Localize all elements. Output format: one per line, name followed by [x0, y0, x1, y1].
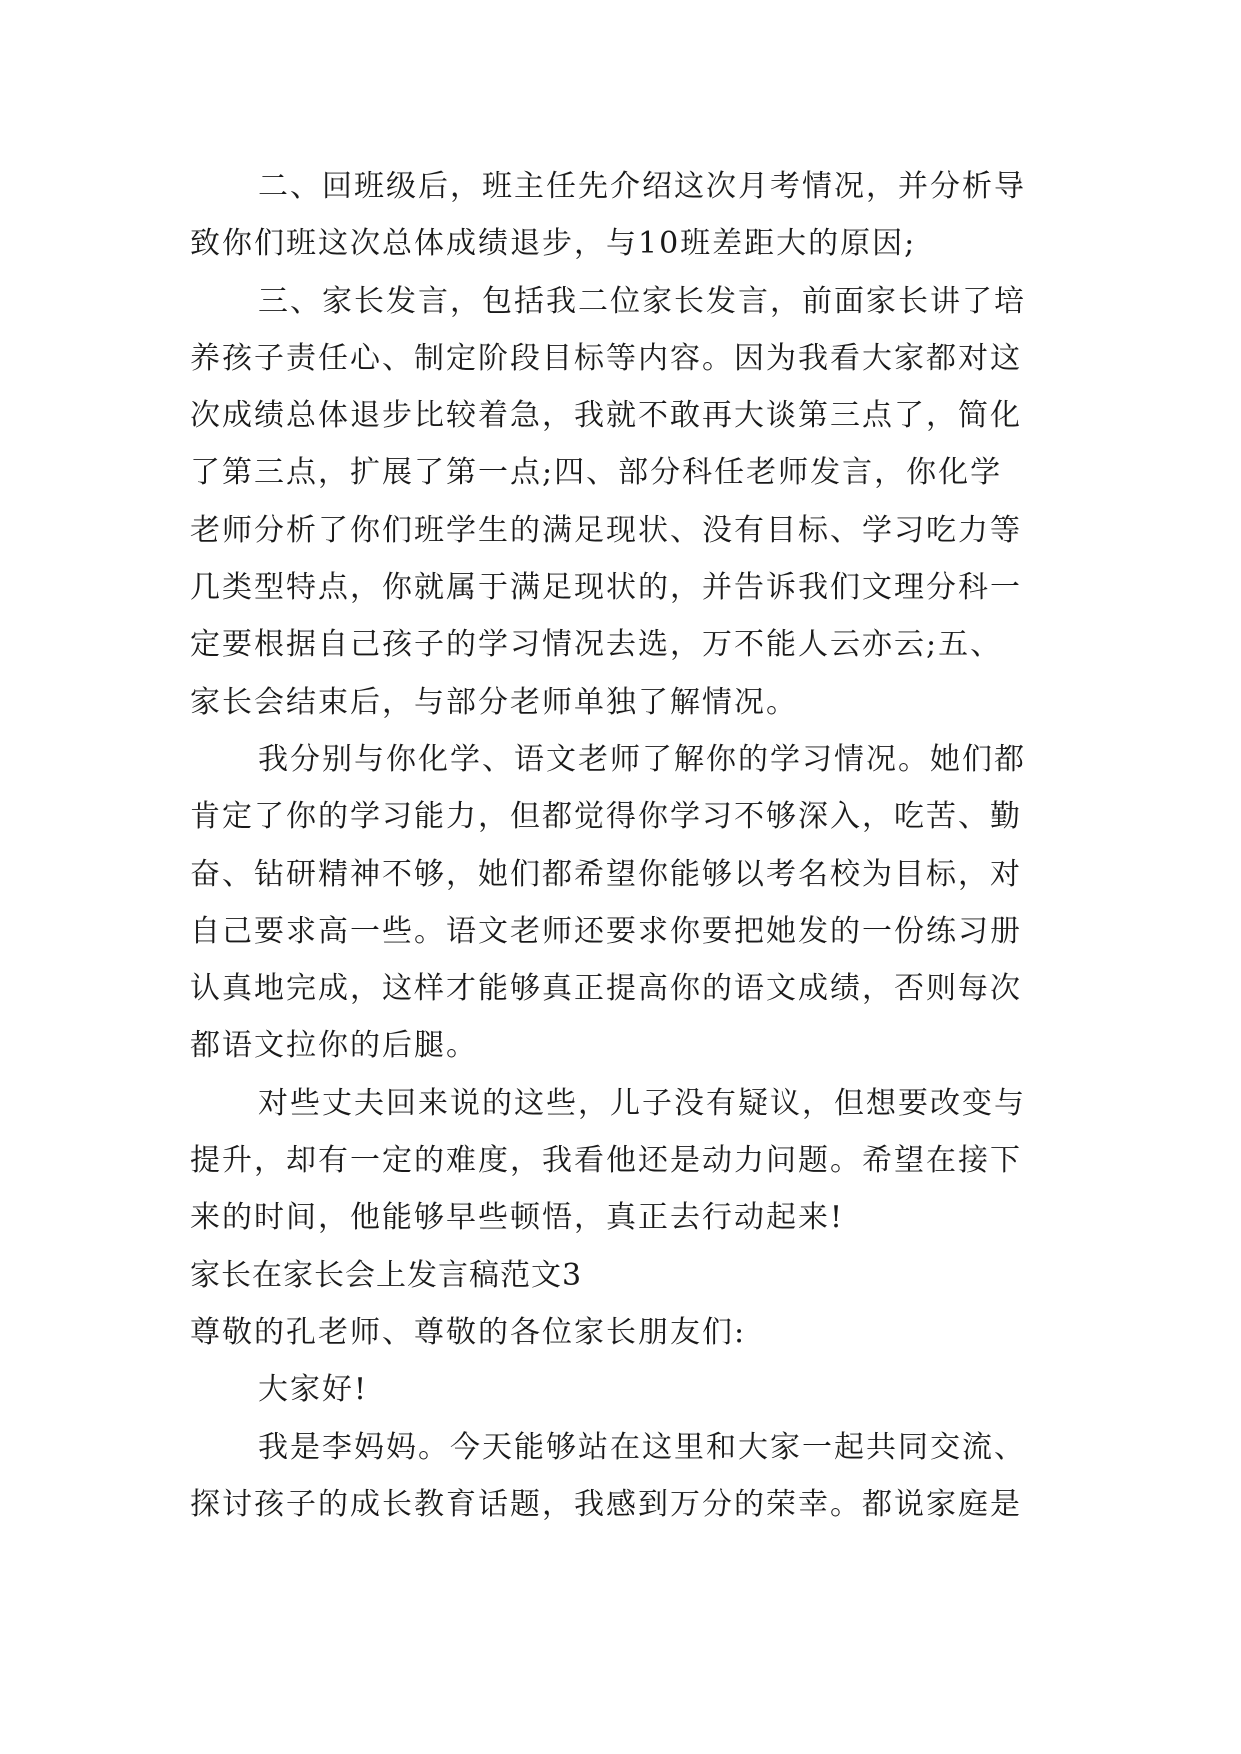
- paragraph-line: 探讨孩子的成长教育话题，我感到万分的荣幸。都说家庭是: [190, 1486, 1022, 1522]
- paragraph-line: 几类型特点，你就属于满足现状的，并告诉我们文理分科一: [190, 570, 1022, 606]
- paragraph-line: 养孩子责任心、制定阶段目标等内容。因为我看大家都对这: [190, 340, 1022, 376]
- paragraph-line: 次成绩总体退步比较着急，我就不敢再大谈第三点了，简化: [190, 398, 1022, 434]
- paragraph-line: 致你们班这次总体成绩退步，与10班差距大的原因;: [190, 226, 917, 262]
- paragraph-line: 来的时间，他能够早些顿悟，真正去行动起来!: [190, 1200, 845, 1236]
- paragraph-line: 定要根据自己孩子的学习情况去选，万不能人云亦云;五、: [190, 627, 1003, 663]
- document-page: [190, 158, 1060, 1533]
- paragraph-line: 都语文拉你的后腿。: [190, 1028, 478, 1064]
- paragraph-line: 家长会结束后，与部分老师单独了解情况。: [190, 684, 798, 720]
- paragraph-line: 二、回班级后，班主任先介绍这次月考情况，并分析导: [258, 169, 1026, 204]
- salutation-line: 尊敬的孔老师、尊敬的各位家长朋友们:: [190, 1314, 747, 1350]
- paragraph-line: 对些丈夫回来说的这些，儿子没有疑议，但想要改变与: [258, 1085, 1026, 1121]
- paragraph-line: 自己要求高一些。语文老师还要求你要把她发的一份练习册: [190, 913, 1022, 949]
- paragraph-line: 老师分析了你们班学生的满足现状、没有目标、学习吃力等: [190, 512, 1022, 548]
- paragraph-line: 三、家长发言，包括我二位家长发言，前面家长讲了培: [258, 283, 1026, 319]
- paragraph-line: 认真地完成，这样才能够真正提高你的语文成绩，否则每次: [190, 971, 1022, 1007]
- greeting-line: 大家好!: [258, 1372, 369, 1408]
- paragraph-line: 肯定了你的学习能力，但都觉得你学习不够深入，吃苦、勤: [190, 799, 1022, 835]
- paragraph-line: 提升，却有一定的难度，我看他还是动力问题。希望在接下: [190, 1143, 1022, 1179]
- paragraph-line: 了第三点，扩展了第一点;四、部分科任老师发言，你化学: [190, 455, 1003, 491]
- paragraph-line: 我是李妈妈。今天能够站在这里和大家一起共同交流、: [258, 1429, 1026, 1465]
- section-heading: 家长在家长会上发言稿范文3: [190, 1257, 583, 1293]
- paragraph-line: 奋、钻研精神不够，她们都希望你能够以考名校为目标，对: [190, 856, 1022, 892]
- paragraph-line: 我分别与你化学、语文老师了解你的学习情况。她们都: [258, 741, 1026, 777]
